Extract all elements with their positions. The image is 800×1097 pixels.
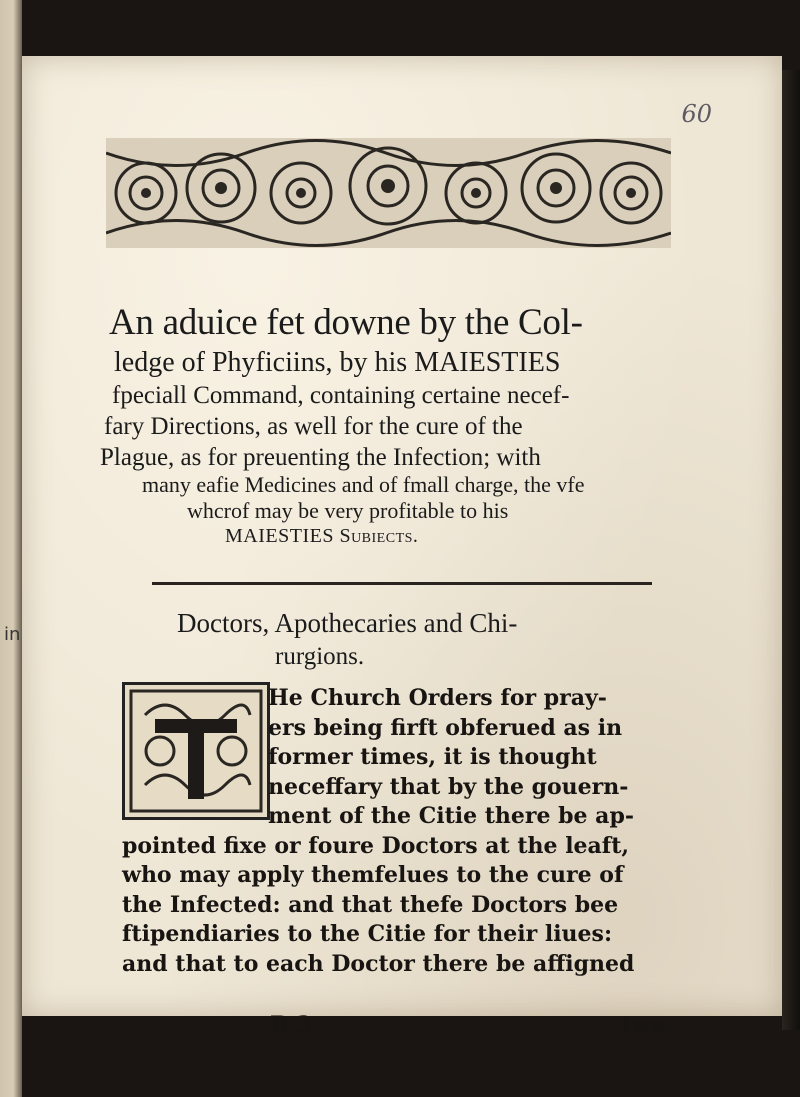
ornamental-rule bbox=[152, 582, 652, 585]
ornamental-headpiece bbox=[106, 138, 671, 248]
scan-background-left-edge bbox=[0, 0, 22, 1097]
title-block bbox=[92, 304, 702, 546]
title-line-3: fpeciall Command, containing certaine necef- bbox=[112, 382, 570, 409]
margin-mark: in bbox=[4, 624, 21, 645]
title-line-8: MAIESTIES Subiects. bbox=[225, 525, 419, 547]
body-line-3: former times, it is thought bbox=[268, 744, 597, 770]
body-line-1: He Church Orders for pray- bbox=[268, 685, 607, 711]
title-line-1: An aduice fet downe by the Col- bbox=[109, 302, 583, 343]
signature-mark: B 3 bbox=[270, 1012, 312, 1038]
body-line-8: the Infected: and that thefe Doctors bee bbox=[122, 891, 619, 918]
scan-background-right-edge bbox=[782, 70, 800, 1030]
body-line-7: who may apply themfelues to the cure of bbox=[122, 862, 624, 888]
title-line-7: whcrof may be very profitable to his bbox=[187, 498, 509, 523]
book-page bbox=[22, 56, 782, 1038]
title-line-6: many eafie Medicines and of fmall charge, the vfe bbox=[142, 472, 585, 497]
body-line-2: ers being firft obferued as in bbox=[268, 714, 623, 741]
body-line-5: ment of the Citie there be ap- bbox=[268, 803, 634, 829]
body-line-4: neceffary that by the gouern- bbox=[268, 773, 629, 800]
section-heading-line-1: Doctors, Apothecaries and Chi- bbox=[177, 608, 518, 638]
section-heading bbox=[177, 608, 637, 671]
catchword: two bbox=[622, 1012, 666, 1038]
body-line-9: ftipendiaries to the Citie for their liues: bbox=[122, 921, 613, 947]
section-heading-line-2: rurgions. bbox=[275, 643, 365, 670]
title-line-4: fary Directions, as well for the cure of the bbox=[104, 413, 523, 440]
body-line-10: and that to each Doctor there be affigned bbox=[122, 950, 635, 977]
title-line-5: Plague, as for preuenting the Infection; with bbox=[100, 444, 541, 471]
body-text bbox=[122, 684, 682, 979]
page-number: 60 bbox=[681, 100, 712, 128]
title-line-2: ledge of Phyficiins, by his MAIESTIES bbox=[114, 347, 561, 378]
body-line-6: pointed fixe or foure Doctors at the leaft, bbox=[122, 832, 630, 859]
